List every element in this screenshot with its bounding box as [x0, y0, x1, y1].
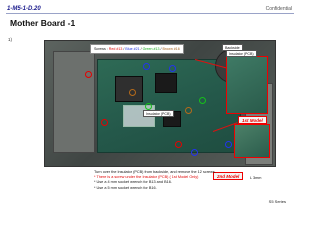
cpu-chip [115, 76, 143, 102]
chassis-left-frame [53, 51, 95, 153]
instruction-main: Turn over the Insulator (PCB) from backside, and remove the 12 screws. [94, 170, 216, 174]
series-footer: S5 Series [268, 199, 286, 204]
instruction-tool-2: * Use a 5 mm socket wrench for B16. [94, 185, 157, 190]
legend-separator: / [140, 47, 142, 51]
instruction-note: * There is a screw under the Insulator (PCB) ( 1st Model Only) [94, 175, 199, 180]
first-model-label: 1st Model [238, 116, 267, 124]
legend-red: Red #13 [108, 47, 123, 51]
legend-separator: / [123, 47, 125, 51]
screw-marker [85, 71, 92, 78]
screw-marker [129, 89, 136, 96]
legend-separator: / [160, 47, 162, 51]
legend-label: Screws : [94, 47, 108, 51]
screw-legend [90, 44, 184, 54]
header-divider [6, 13, 294, 14]
legend-blue: Blue #21 [125, 47, 140, 51]
legend-brown: Brown #16 [162, 47, 180, 51]
screw-marker [185, 107, 192, 114]
backside-label: Backside [222, 44, 243, 51]
screw-marker [101, 119, 108, 126]
screw-marker [143, 63, 150, 70]
second-model-label: 2nd Model [213, 172, 243, 180]
doc-code: 1-M5-1-D.20 [7, 6, 41, 12]
screw-marker [145, 103, 152, 110]
screw-size-label: L 3mm [250, 176, 262, 180]
screw-marker [199, 97, 206, 104]
screw-marker [191, 149, 198, 156]
confidential-label: Confidential [265, 6, 292, 12]
insulator-label-mid: Insulator (PCB) [143, 110, 174, 117]
screw-marker [169, 65, 176, 72]
first-model-inset [234, 124, 270, 158]
instructions [94, 170, 216, 191]
instruction-tool-1: * Use a 4 mm socket wrench for B13 and B16. [94, 180, 172, 185]
insulator-label-top: Insulator (PCB) [226, 50, 257, 57]
step-number: 1) [8, 37, 13, 42]
gpu-chip [155, 73, 177, 93]
screw-marker [175, 141, 182, 148]
legend-green: Green #13 [142, 47, 160, 51]
screw-marker [225, 141, 232, 148]
backside-panel [226, 56, 268, 114]
page-title: Mother Board -1 [10, 18, 76, 28]
